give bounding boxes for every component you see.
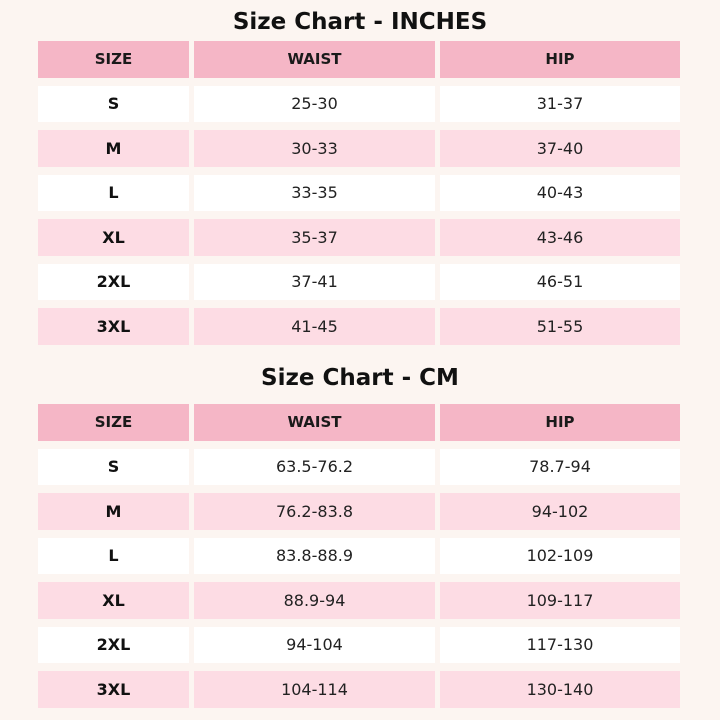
waist-cell: 30-33 [194,130,435,167]
header-waist: WAIST [194,41,435,78]
waist-cell: 94-104 [194,627,435,664]
header-hip: HIP [440,41,680,78]
inches-title: Size Chart - INCHES [232,9,488,35]
waist-cell: 104-114 [194,671,435,708]
hip-cell: 43-46 [440,219,680,256]
cm-size-table [38,404,681,708]
hip-cell: 117-130 [440,627,680,664]
waist-cell: 41-45 [194,308,435,345]
waist-cell: 63.5-76.2 [194,449,435,486]
hip-cell: 94-102 [440,493,680,530]
size-cell: 2XL [38,264,189,301]
header-size: SIZE [38,41,189,78]
hip-cell: 37-40 [440,130,680,167]
waist-cell: 88.9-94 [194,582,435,619]
hip-cell: 109-117 [440,582,680,619]
hip-cell: 102-109 [440,538,680,575]
size-cell: XL [38,582,189,619]
size-cell: 2XL [38,627,189,664]
size-cell: L [38,538,189,575]
inches-size-table [38,41,681,345]
size-cell: M [38,493,189,530]
waist-cell: 37-41 [194,264,435,301]
size-cell: M [38,130,189,167]
header-hip: HIP [440,404,680,441]
size-cell: S [38,86,189,123]
size-cell: 3XL [38,308,189,345]
hip-cell: 46-51 [440,264,680,301]
waist-cell: 33-35 [194,175,435,212]
hip-cell: 31-37 [440,86,680,123]
size-cell: L [38,175,189,212]
waist-cell: 25-30 [194,86,435,123]
size-cell: 3XL [38,671,189,708]
hip-cell: 51-55 [440,308,680,345]
size-cell: XL [38,219,189,256]
waist-cell: 83.8-88.9 [194,538,435,575]
size-cell: S [38,449,189,486]
header-size: SIZE [38,404,189,441]
hip-cell: 78.7-94 [440,449,680,486]
waist-cell: 76.2-83.8 [194,493,435,530]
hip-cell: 130-140 [440,671,680,708]
hip-cell: 40-43 [440,175,680,212]
cm-title: Size Chart - CM [261,365,459,391]
header-waist: WAIST [194,404,435,441]
waist-cell: 35-37 [194,219,435,256]
